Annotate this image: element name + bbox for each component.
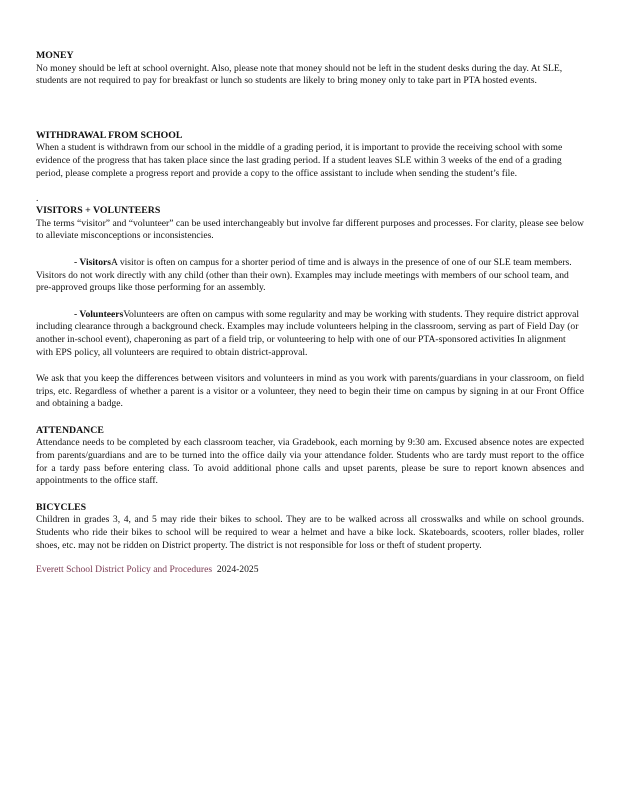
- volunteers-definition-text: Volunteers are often on campus with some regularity and may be working with students. They require district approval including clearance through a background check. Examples may include volunteers helping in the classroom, serving as part of Field Day (or another in-school event), chaperoning as part of a field trip, or volunteering to help with one of our PTA-sponsored activities In alignment with EPS policy, all volunteers are required to obtain district-approval.: [36, 308, 580, 358]
- bicycles-section: [36, 502, 584, 552]
- footer-title: Everett School District Policy and Procedures: [36, 564, 213, 576]
- visitors-intro: The terms “visitor” and “volunteer” can be used interchangeably but involve far different purposes and processes. For clarity, please see below to alleviate misconceptions or inconsistencies.: [36, 217, 584, 242]
- volunteers-definition: [36, 309, 584, 359]
- money-section: [36, 50, 584, 88]
- withdrawal-heading: WITHDRAWAL FROM SCHOOL: [36, 129, 183, 141]
- withdrawal-section: [36, 130, 584, 180]
- attendance-heading: ATTENDANCE: [36, 424, 104, 436]
- stray-mark: .: [36, 193, 39, 205]
- money-body: No money should be left at school overnight. Also, please note that money should not be left in the student desks during the day. At SLE, students are not required to pay for breakfast or lunch so students are likely to bring money only to take part in PTA hosted events.: [36, 62, 563, 87]
- bicycles-heading: BICYCLES: [36, 501, 87, 513]
- visitors-definition-text: A visitor is often on campus for a shorter period of time and is always in the presence of one of our SLE team members. Visitors do not work directly with any child (other than their own). Examples may include meetings with members of our school team, and pre-approved groups like those performing for an assembly.: [36, 256, 572, 294]
- visitors-term: - Visitors: [74, 256, 112, 268]
- withdrawal-body: When a student is withdrawn from our school in the middle of a grading period, it is important to provide the receiving school with some evidence of the progress that has taken place since the last grading period. If a student leaves SLE within 3 weeks of the end of a grading period, please complete a progress report and provide a copy to the office assistant to include when sending the student’s file.: [36, 142, 563, 179]
- money-heading: MONEY: [36, 50, 74, 61]
- visitors-ask-paragraph: We ask that you keep the differences between visitors and volunteers in mind as you work with parents/guardians in your classroom, on field trips, etc. Regardless of whether a parent is a visitor or a volunteer, they need to begin their time on campus by signing in at our Front Office and obtaining a badge.: [36, 373, 584, 410]
- footer-year: 2024-2025: [216, 564, 259, 576]
- bicycles-body: Children in grades 3, 4, and 5 may ride their bikes to school. They are to be walked across all crosswalks and while on school grounds. Students who ride their bikes to school will be required to wear a helmet and have a bike lock. Skateboards, scooters, roller blades, roller shoes, etc. may not be ridden on District property. The district is not responsible for loss or theft of student property.: [36, 514, 584, 551]
- volunteers-term: - Volunteers: [74, 308, 124, 320]
- attendance-section: [36, 425, 584, 488]
- visitors-heading: VISITORS + VOLUNTEERS: [36, 205, 161, 217]
- visitors-volunteers-section: [36, 205, 584, 411]
- visitors-definition: [36, 257, 584, 295]
- handbook-page: [36, 50, 584, 577]
- page-footer: [36, 564, 584, 577]
- attendance-body: Attendance needs to be completed by each classroom teacher, via Gradebook, each morning by 9:30 am. Excused absence notes are expected from parents/guardians and are to be turned into the office daily via your attendance folder. Students who are tardy must report to the office for a tardy pass before entering class. To avoid additional phone calls and upset parents, please be sure to report known absences and appointments to the office staff.: [36, 437, 584, 487]
